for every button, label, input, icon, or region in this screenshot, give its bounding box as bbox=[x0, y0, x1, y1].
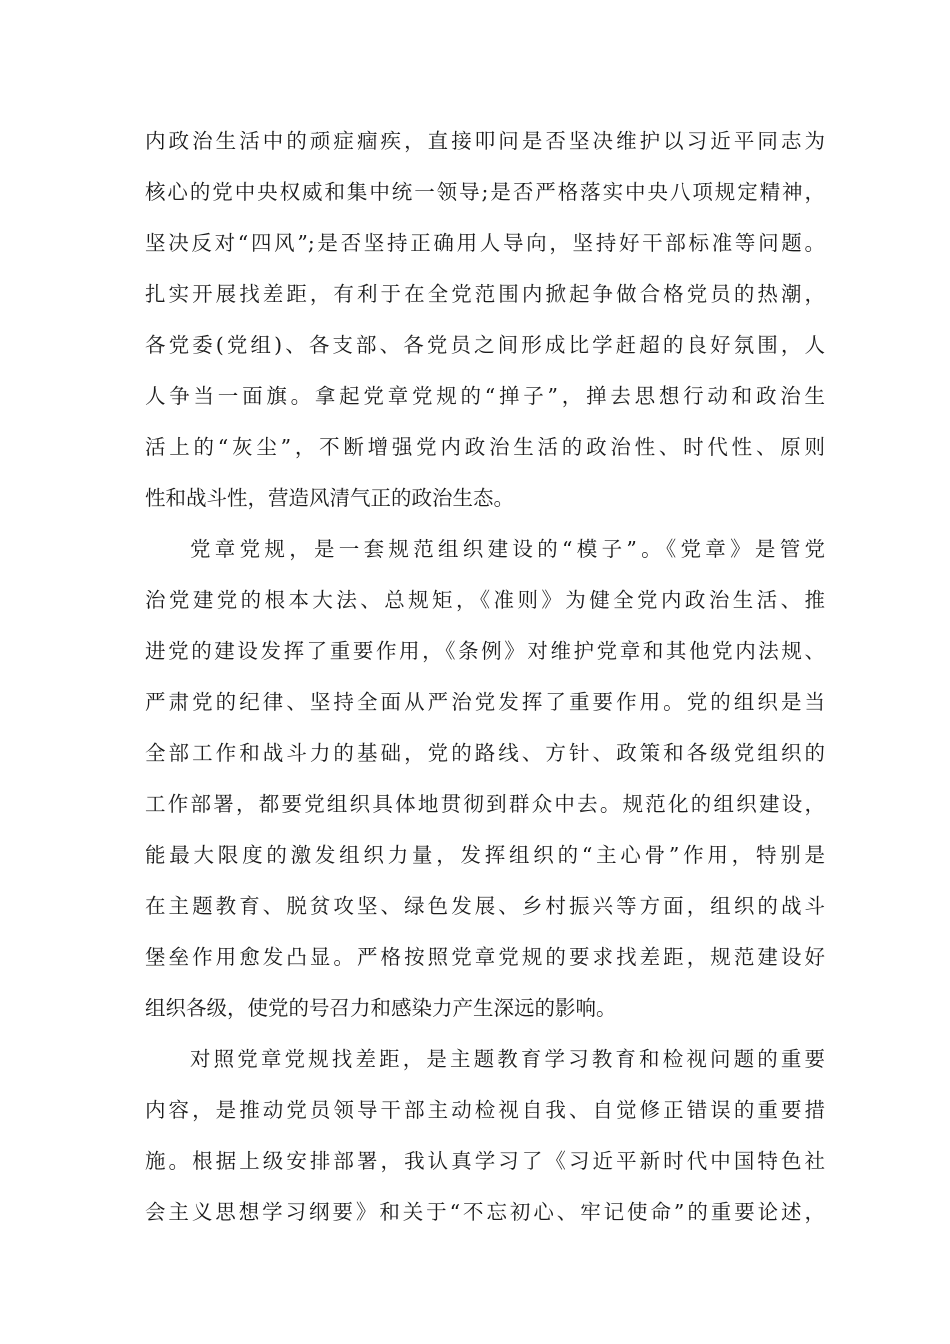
paragraph-2-line-2: 治党建党的根本大法、总规矩，《准则》为健全党内政治生活、推 bbox=[145, 588, 825, 612]
paragraph-2-line-8: 在主题教育、脱贫攻坚、绿色发展、乡村振兴等方面，组织的战斗 bbox=[145, 894, 825, 918]
paragraph-2-line-3: 进党的建设发挥了重要作用，《条例》对维护党章和其他党内法规、 bbox=[145, 639, 825, 663]
paragraph-2-line-1: 党章党规，是一套规范组织建设的“模子”。《党章》是管党 bbox=[190, 537, 825, 561]
paragraph-1-line-8: 性和战斗性，营造风清气正的政治生态。 bbox=[145, 486, 514, 510]
paragraph-3-line-1: 对照党章党规找差距，是主题教育学习教育和检视问题的重要 bbox=[190, 1047, 825, 1071]
paragraph-3-line-4: 会主义思想学习纲要》和关于“不忘初心、牢记使命”的重要论述， bbox=[145, 1200, 825, 1224]
paragraph-2-line-5: 全部工作和战斗力的基础，党的路线、方针、政策和各级党组织的 bbox=[145, 741, 825, 765]
paragraph-1-line-3: 坚决反对“四风”;是否坚持正确用人导向，坚持好干部标准等问题。 bbox=[145, 231, 825, 255]
paragraph-3-line-2: 内容，是推动党员领导干部主动检视自我、自觉修正错误的重要措 bbox=[145, 1098, 825, 1122]
paragraph-1-line-5: 各党委(党组)、各支部、各党员之间形成比学赶超的良好氛围，人 bbox=[145, 333, 825, 357]
paragraph-1-line-1: 内政治生活中的顽症痼疾，直接叩问是否坚决维护以习近平同志为 bbox=[145, 129, 825, 153]
paragraph-2-line-10: 组织各级，使党的号召力和感染力产生深远的影响。 bbox=[145, 996, 617, 1020]
paragraph-2-line-6: 工作部署，都要党组织具体地贯彻到群众中去。规范化的组织建设， bbox=[145, 792, 825, 816]
paragraph-1-line-2: 核心的党中央权威和集中统一领导;是否严格落实中央八项规定精神， bbox=[145, 180, 825, 204]
paragraph-1-line-7: 活上的“灰尘”，不断增强党内政治生活的政治性、时代性、原则 bbox=[145, 435, 825, 459]
paragraph-2-line-7: 能最大限度的激发组织力量，发挥组织的“主心骨”作用，特别是 bbox=[145, 843, 825, 867]
paragraph-2-line-4: 严肃党的纪律、坚持全面从严治党发挥了重要作用。党的组织是当 bbox=[145, 690, 825, 714]
paragraph-2-line-9: 堡垒作用愈发凸显。严格按照党章党规的要求找差距，规范建设好 bbox=[145, 945, 825, 969]
paragraph-3-line-3: 施。根据上级安排部署，我认真学习了《习近平新时代中国特色社 bbox=[145, 1149, 825, 1173]
paragraph-1-line-4: 扎实开展找差距，有利于在全党范围内掀起争做合格党员的热潮， bbox=[145, 282, 825, 306]
paragraph-1-line-6: 人争当一面旗。拿起党章党规的“掸子”，掸去思想行动和政治生 bbox=[145, 384, 825, 408]
